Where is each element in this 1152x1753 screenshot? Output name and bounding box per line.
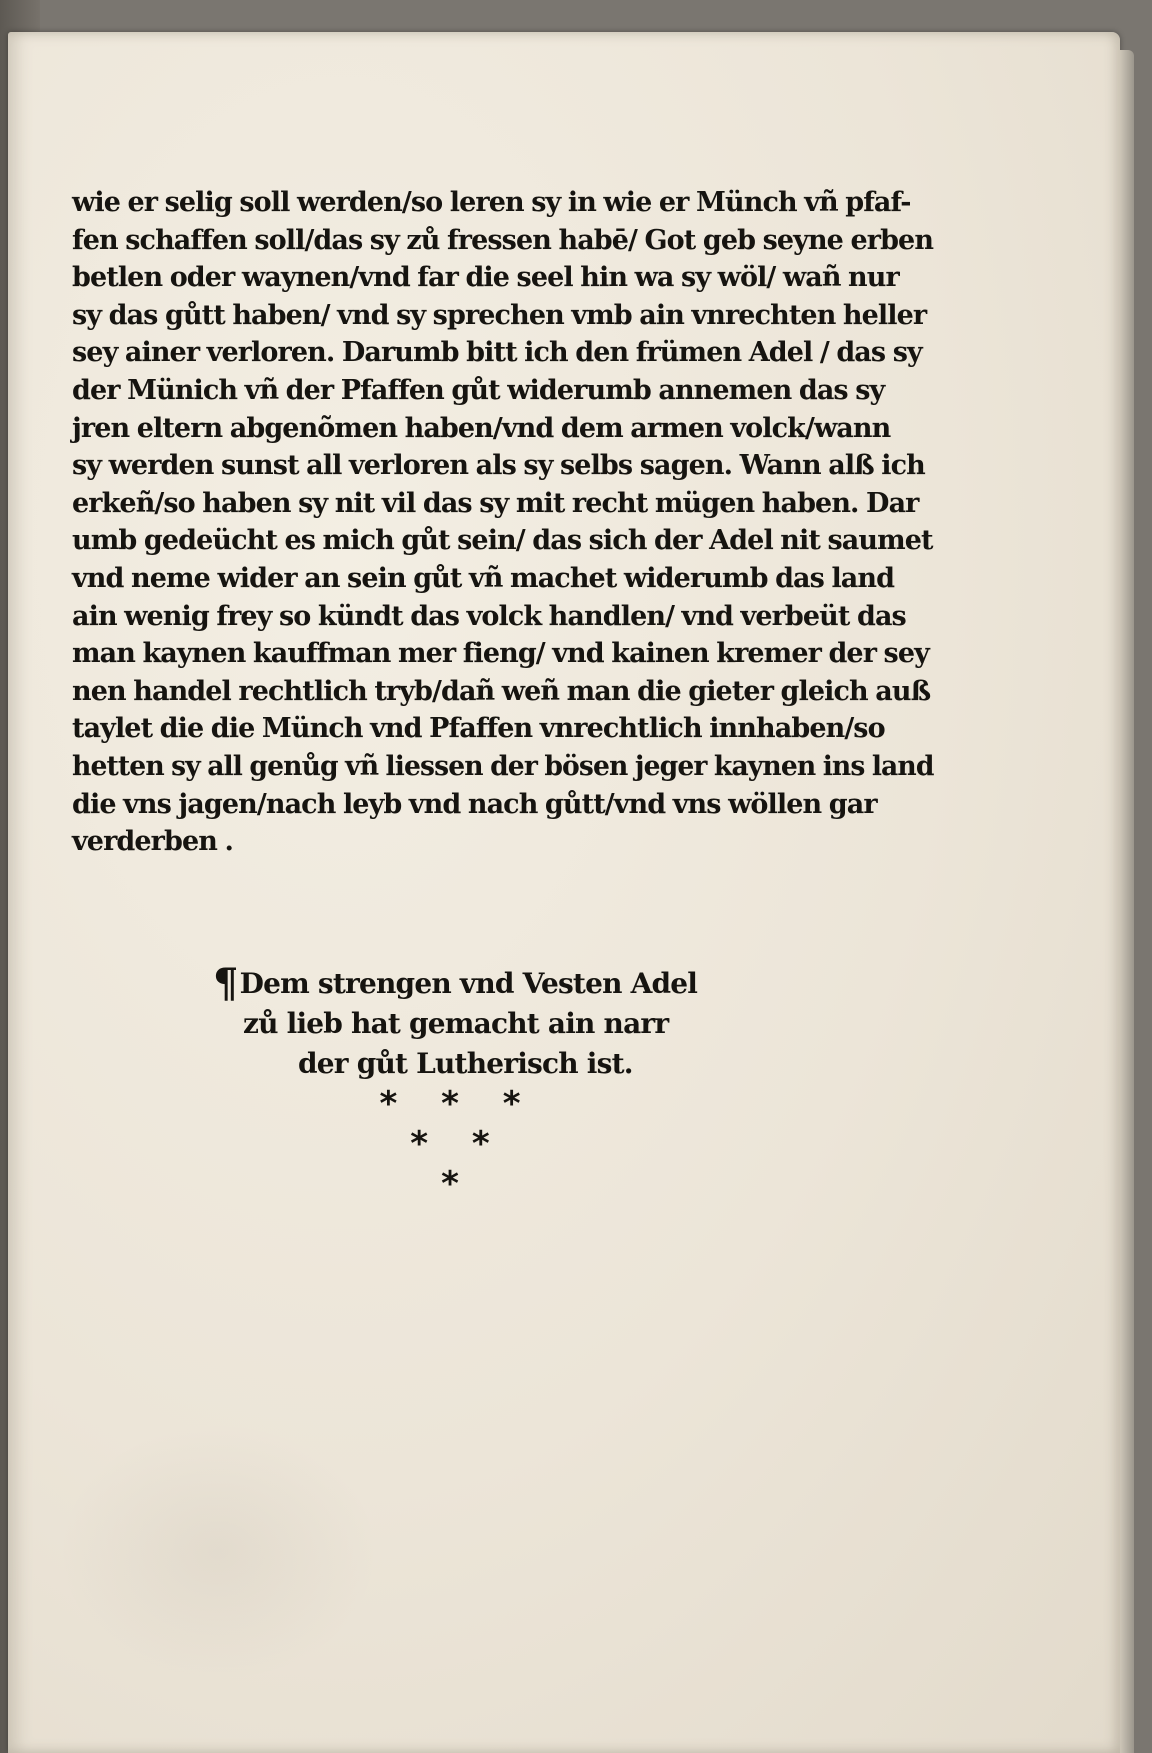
colophon [213,960,753,1084]
body-text [72,184,934,861]
text-line: nen handel rechtlich tryb/dañ weñ man die gieter gleich auß [72,675,931,707]
asterisk-row-1: * * * [379,1084,537,1124]
text-line: ain wenig frey so kündt das volck handlen/ vnd verbeüt das [72,600,906,632]
text-line: die vns jagen/nach leyb vnd nach gůtt/vnd vns wöllen gar [72,788,877,820]
asterisk-row-2: * * [410,1124,506,1164]
text-line: jren eltern abgenõmen haben/vnd dem armen volck/wann [72,412,891,444]
ink-bleed-through [58,1422,378,1682]
text-line: sy werden sunst all verloren als sy selbs sagen. Wann alß ich [72,450,925,482]
colophon-line-1 [213,960,753,1007]
text-line: sey ainer verloren. Darumb bitt ich den frümen Adel / das sy [72,337,922,369]
page-edge [1120,50,1134,1753]
colophon-line-2: zů lieb hat gemacht ain narr [243,1007,669,1040]
asterisk-ornament [368,1084,548,1204]
text-line: man kaynen kauffman mer fieng/ vnd kainen kremer der sey [72,638,929,670]
text-line: erkeñ/so haben sy nit vil das sy mit recht mügen haben. Dar [72,487,919,519]
pilcrow-icon: ¶ [213,960,238,1007]
text-line: verderben . [72,826,233,858]
text-line: umb gedeücht es mich gůt sein/ das sich der Adel nit saumet [72,525,933,557]
book-page [8,32,1120,1753]
text-line: betlen oder waynen/vnd far die seel hin wa sy wöl/ wañ nur [72,262,899,294]
text-line: wie er selig soll werden/so leren sy in wie er Münch vñ pfaf- [72,187,911,218]
text-line: fen schaffen soll/das sy zů fressen habē/ Got geb seyne erben [72,224,934,256]
text-line: der Münich vñ der Pfaffen gůt widerumb annemen das sy [72,374,885,406]
colophon-line-3: der gůt Lutherisch ist. [298,1047,633,1080]
colophon-text-1: Dem strengen vnd Vesten Adel [239,967,698,1000]
asterisk-row-3: * [441,1164,475,1204]
text-line: taylet die die Münch vnd Pfaffen vnrechtlich innhaben/so [72,713,885,745]
text-line: vnd neme wider an sein gůt vñ machet widerumb das land [72,562,895,594]
text-line: hetten sy all genůg vñ liessen der bösen jeger kaynen ins land [72,750,934,782]
text-line: sy das gůtt haben/ vnd sy sprechen vmb ain vnrechten heller [72,299,927,331]
